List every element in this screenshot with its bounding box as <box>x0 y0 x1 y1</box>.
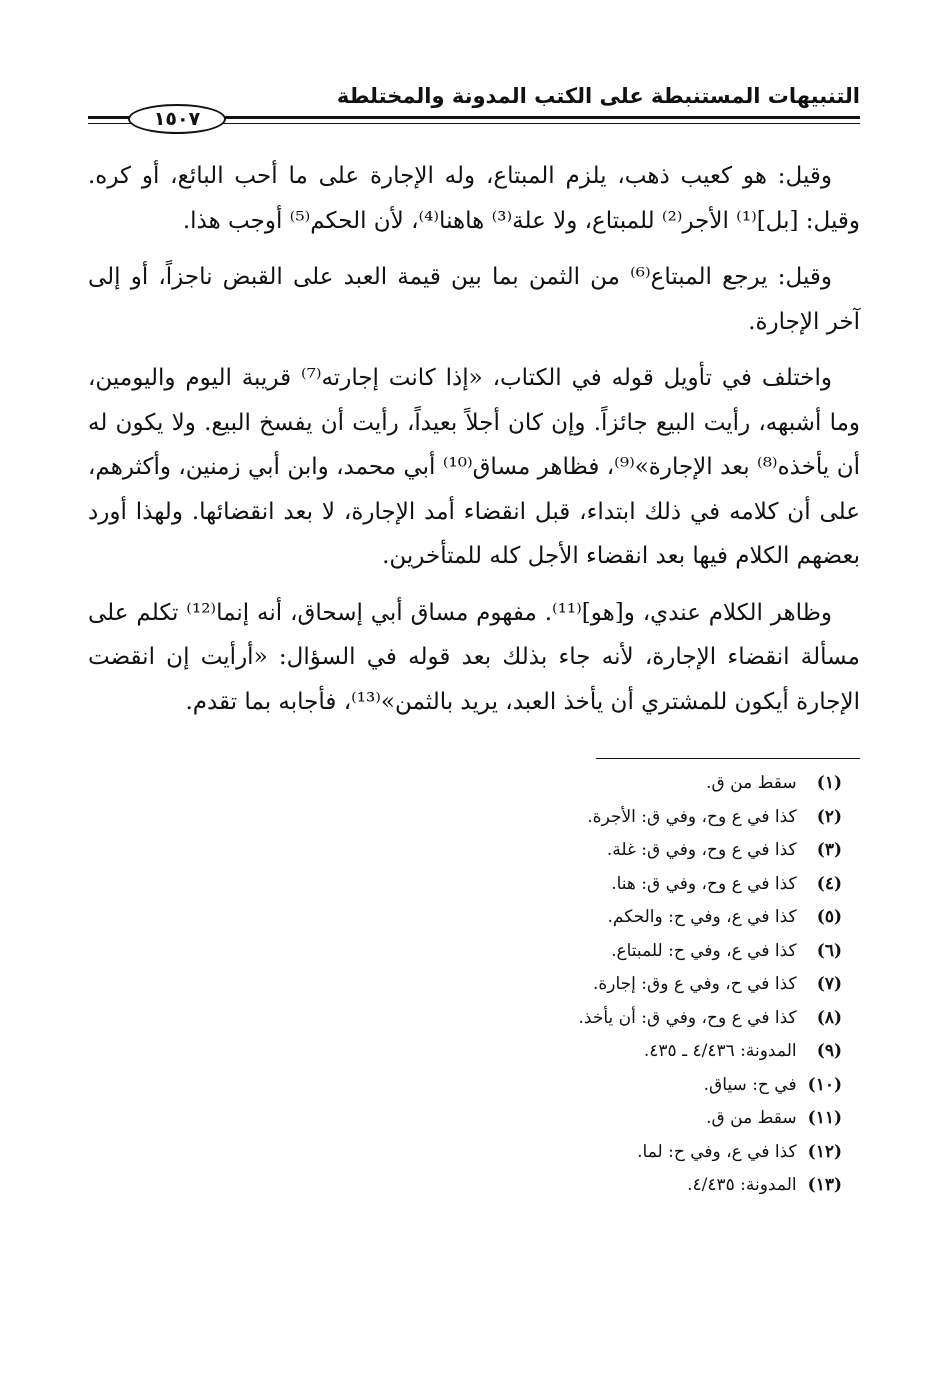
footnote-number: (٣) <box>816 840 842 860</box>
footnote-text: كذا في ع وح، وفي ق: هنا. <box>611 873 797 894</box>
footnote <box>88 1136 842 1170</box>
footnote <box>88 868 842 902</box>
footnote <box>88 834 842 868</box>
footnote-text: كذا في ع وح، وفي ق: الأجرة. <box>587 806 797 827</box>
footnote-text: سقط من ق. <box>706 1108 797 1128</box>
paragraph: وقيل: يرجع المبتاع⁽⁶⁾ من الثمن بما بين قيمة العبد على القبض ناجزاً، أو إلى آخر الإجارة. <box>88 264 860 335</box>
footnote-number: (٢) <box>816 806 842 827</box>
footnote <box>88 1169 842 1203</box>
footnote <box>88 901 842 935</box>
footnote-number: (٥) <box>816 907 842 927</box>
footnote-number: (٨) <box>816 1007 842 1028</box>
footnote-number: (٧) <box>816 974 842 994</box>
body-text <box>88 154 860 724</box>
paragraph: وقيل: هو كعيب ذهب، يلزم المبتاع، وله الإجارة على ما أحب البائع، أو كره. وقيل: [بل]⁽¹⁾ الأجر⁽²⁾ للمبتاع، ولا علة⁽³⁾ هاهنا⁽⁴⁾، لأن الحكم⁽⁵⁾ أوجب هذا. <box>88 163 860 234</box>
running-title: التنبيهات المستنبطة على الكتب المدونة والمختلطة <box>336 84 860 108</box>
footnote <box>88 1035 842 1069</box>
footnote <box>88 801 842 835</box>
footnote-text: كذا في ع وح، وفي ق: غلة. <box>606 840 797 860</box>
footnote-text: المدونة: ٤/٤٣٦ ـ ٤٣٥. <box>643 1041 797 1061</box>
footnote-text: في ح: سياق. <box>703 1074 797 1095</box>
footnote-number: (١٠) <box>807 1074 842 1095</box>
footnote <box>88 1069 842 1103</box>
footnote <box>88 935 842 969</box>
footnote-text: كذا في ع، وفي ح: والحكم. <box>607 907 797 927</box>
footnote-number: (٩) <box>816 1041 842 1061</box>
footnote-divider <box>596 758 860 759</box>
page-number: ١٥٠٧ <box>128 104 226 134</box>
footnote <box>88 968 842 1002</box>
footnotes-list <box>88 767 860 1203</box>
footnote-number: (١١) <box>807 1108 842 1128</box>
footnote-number: (٤) <box>816 873 842 894</box>
footnote <box>88 1002 842 1036</box>
paragraph: واختلف في تأويل قوله في الكتاب، «إذا كانت إجارته⁽⁷⁾ قريبة اليوم واليومين، وما أشبهه، رأيت البيع جائزاً. وإن كان أجلاً بعيداً، رأيت أن يفسخ البيع. ولا يكون له أن يأخذه⁽⁸⁾ بعد الإجارة»⁽⁹⁾، فظاهر مساق⁽¹⁰⁾ أبي محمد، وابن أبي زمنين، وأكثرهم، على أن كلامه في ذلك ابتداء، قبل انقضاء أمد الإجارة، لا بعد انقضائها. ولهذا أورد بعضهم الكلام فيها بعد انقضاء الأجل كله للمتأخرين. <box>88 365 860 569</box>
footnote-text: سقط من ق. <box>706 773 797 793</box>
footnote-text: كذا في ع وح، وفي ق: أن يأخذ. <box>578 1007 797 1028</box>
footnote <box>88 767 842 801</box>
footnote-text: المدونة: ٤/٤٣٥. <box>687 1175 797 1195</box>
footnote <box>88 1102 842 1136</box>
footnote-text: كذا في ع، وفي ح: لما. <box>637 1141 797 1162</box>
footnote-number: (٦) <box>816 940 842 961</box>
document-page <box>88 78 860 1368</box>
footnote-number: (١٣) <box>807 1175 842 1195</box>
footnote-number: (١٢) <box>807 1141 842 1162</box>
footnote-text: كذا في ع، وفي ح: للمبتاع. <box>611 940 797 961</box>
page-header <box>88 78 860 130</box>
footnote-text: كذا في ح، وفي ع وق: إجارة. <box>592 974 797 994</box>
paragraph: وظاهر الكلام عندي، و[هو]⁽¹¹⁾. مفهوم مساق أبي إسحاق، أنه إنما⁽¹²⁾ تكلم على مسألة انقضاء الإجارة، لأنه جاء بذلك بعد قوله في السؤال: «أرأيت إن انقضت الإجارة أيكون للمشتري أن يأخذ العبد، يريد بالثمن»⁽¹³⁾، فأجابه بما تقدم. <box>88 599 860 715</box>
footnote-number: (١) <box>816 773 842 793</box>
